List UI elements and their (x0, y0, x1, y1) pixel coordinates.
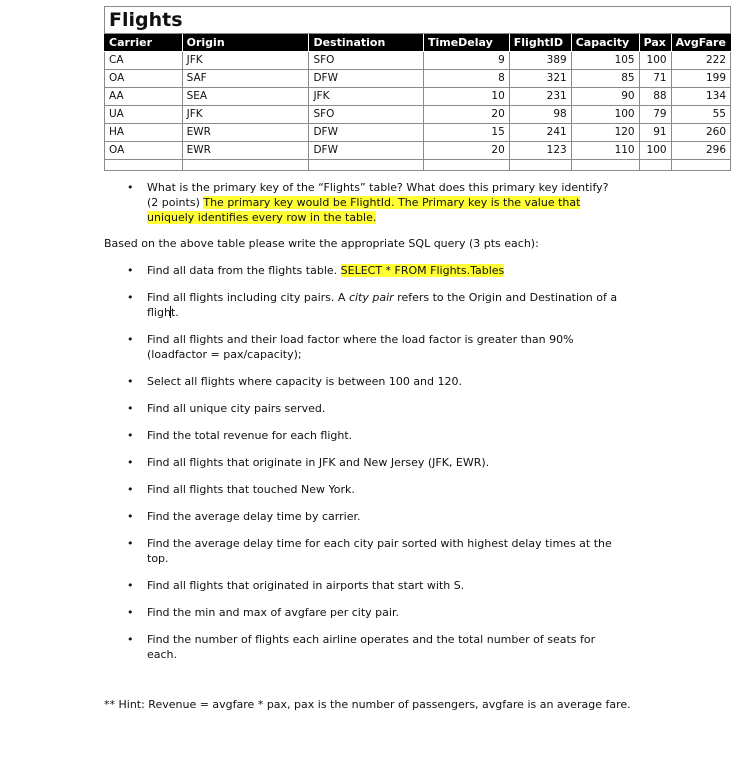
empty-cell (639, 160, 671, 171)
empty-cell (423, 160, 509, 171)
question-text: What is the primary key of the “Flights” table? What does this primary key identify?(2 points) (147, 181, 609, 209)
col-header-avgfare: AvgFare (671, 34, 730, 52)
cell-pax: 100 (639, 52, 671, 70)
query-item: • Find all flights and their load factor where the load factor is greater than 90% (loadfactor = pax/capacity); (147, 332, 627, 362)
cell-pax: 71 (639, 70, 671, 88)
table-row (105, 106, 731, 124)
cell-origin: EWR (182, 124, 309, 142)
cell-capacity: 105 (571, 52, 639, 70)
cell-flightid: 98 (509, 106, 571, 124)
cell-carrier: HA (105, 124, 183, 142)
cell-timedelay: 15 (423, 124, 509, 142)
cell-carrier: OA (105, 70, 183, 88)
highlighted-answer: SELECT * FROM Flights.Tables (340, 264, 505, 277)
table-row (105, 70, 731, 88)
query-item: • Find the average delay time by carrier. (147, 509, 627, 524)
query-item: • Find all flights that originated in airports that start with S. (147, 578, 627, 593)
query-item (147, 263, 627, 278)
cell-capacity: 110 (571, 142, 639, 160)
cell-pax: 91 (639, 124, 671, 142)
query-item: • Find all flights that touched New York. (147, 482, 627, 497)
col-header-capacity: Capacity (571, 34, 639, 52)
table-row (105, 88, 731, 106)
question-primary-key (147, 180, 612, 225)
cell-destination: DFW (309, 142, 424, 160)
highlighted-answer: The primary key would be FlightId. The Primary key is the value that uniquely identifies every row in the table. (147, 196, 581, 224)
query-item: • Find all flights that originate in JFK and New Jersey (JFK, EWR). (147, 455, 627, 470)
table-title: Flights (105, 7, 731, 34)
col-header-carrier: Carrier (105, 34, 183, 52)
cell-carrier: CA (105, 52, 183, 70)
cell-flightid: 321 (509, 70, 571, 88)
cell-origin: EWR (182, 142, 309, 160)
empty-cell (182, 160, 309, 171)
query-item: • Find the min and max of avgfare per city pair. (147, 605, 627, 620)
cell-destination: DFW (309, 70, 424, 88)
query-text-cont: refers to the Origin and Destination of a fligh (147, 291, 618, 319)
hint-paragraph: ** Hint: Revenue = avgfare * pax, pax is the number of passengers, avgfare is an average fare. (104, 698, 631, 711)
col-header-origin: Origin (182, 34, 309, 52)
query-text: Find all flights including city pairs. A (147, 291, 349, 304)
cell-destination: DFW (309, 124, 424, 142)
table-row (105, 142, 731, 160)
cell-flightid: 389 (509, 52, 571, 70)
query-item: • Select all flights where capacity is between 100 and 120. (147, 374, 627, 389)
query-item: • Find the average delay time for each city pair sorted with highest delay times at the top. (147, 536, 627, 566)
empty-cell (509, 160, 571, 171)
query-text-end: t. (170, 306, 179, 319)
query-item (147, 290, 627, 320)
empty-cell (571, 160, 639, 171)
cell-avgfare: 222 (671, 52, 730, 70)
cell-flightid: 241 (509, 124, 571, 142)
cell-carrier: AA (105, 88, 183, 106)
query-item: • Find all unique city pairs served. (147, 401, 627, 416)
cell-destination: JFK (309, 88, 424, 106)
table-header-row (105, 34, 731, 52)
instructions-paragraph: Based on the above table please write the appropriate SQL query (3 pts each): (104, 237, 539, 250)
cell-destination: SFO (309, 52, 424, 70)
cell-origin: JFK (182, 52, 309, 70)
cell-flightid: 123 (509, 142, 571, 160)
col-header-timedelay: TimeDelay (423, 34, 509, 52)
cell-pax: 100 (639, 142, 671, 160)
cell-timedelay: 9 (423, 52, 509, 70)
empty-cell (105, 160, 183, 171)
cell-capacity: 100 (571, 106, 639, 124)
cell-capacity: 85 (571, 70, 639, 88)
query-item: • Find the total revenue for each flight. (147, 428, 627, 443)
col-header-pax: Pax (639, 34, 671, 52)
empty-cell (309, 160, 424, 171)
cell-timedelay: 20 (423, 142, 509, 160)
table-row (105, 52, 731, 70)
empty-cell (671, 160, 730, 171)
cell-avgfare: 134 (671, 88, 730, 106)
cell-pax: 88 (639, 88, 671, 106)
query-text: Find all data from the flights table. (147, 264, 341, 277)
query-item: • Find the number of flights each airline operates and the total number of seats for each. (147, 632, 607, 662)
table-empty-row (105, 160, 731, 171)
flights-table (104, 6, 731, 171)
col-header-destination: Destination (309, 34, 424, 52)
cell-capacity: 120 (571, 124, 639, 142)
cell-carrier: OA (105, 142, 183, 160)
cell-pax: 79 (639, 106, 671, 124)
cell-destination: SFO (309, 106, 424, 124)
cell-timedelay: 8 (423, 70, 509, 88)
cell-flightid: 231 (509, 88, 571, 106)
col-header-flightid: FlightID (509, 34, 571, 52)
cell-timedelay: 20 (423, 106, 509, 124)
table-row (105, 124, 731, 142)
cell-avgfare: 260 (671, 124, 730, 142)
cell-origin: JFK (182, 106, 309, 124)
cell-avgfare: 199 (671, 70, 730, 88)
cell-carrier: UA (105, 106, 183, 124)
cell-origin: SAF (182, 70, 309, 88)
italic-term: city pair (348, 291, 394, 304)
cell-capacity: 90 (571, 88, 639, 106)
cell-origin: SEA (182, 88, 309, 106)
cell-timedelay: 10 (423, 88, 509, 106)
cell-avgfare: 55 (671, 106, 730, 124)
cell-avgfare: 296 (671, 142, 730, 160)
